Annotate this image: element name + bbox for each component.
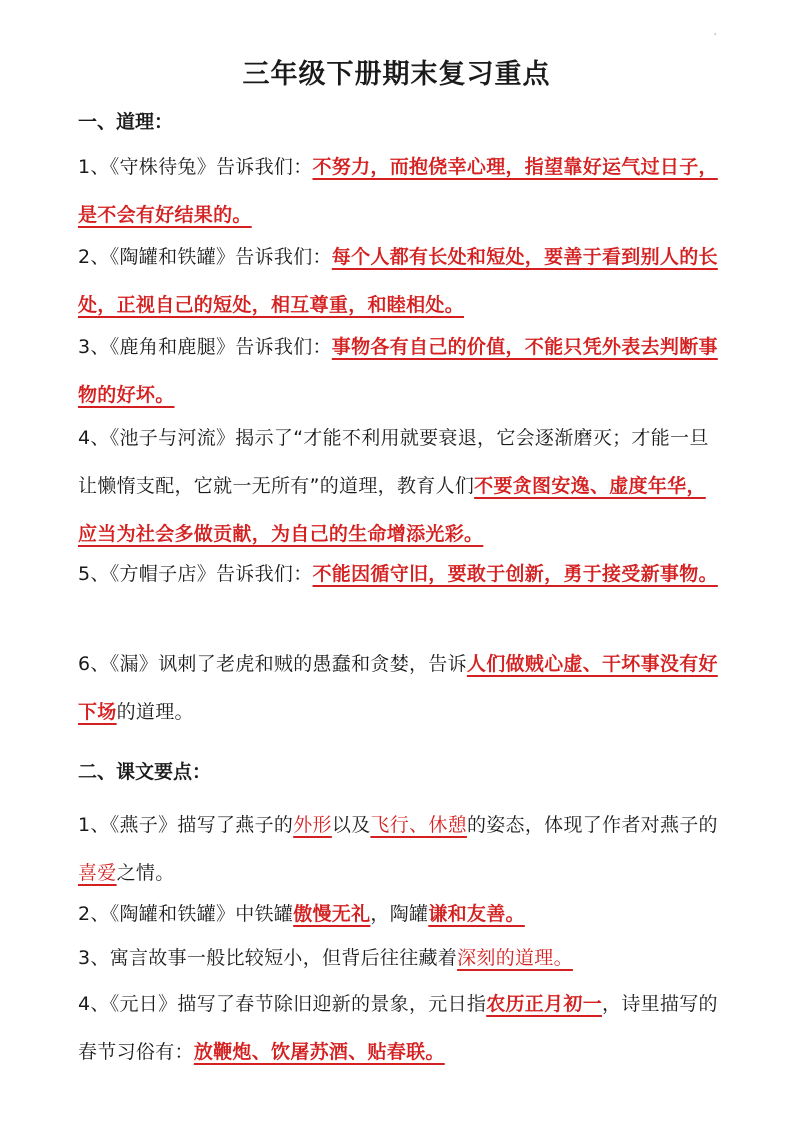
keypoint-item-4 (78, 980, 723, 1076)
item-prefix: 2、《陶罐和铁罐》告诉我们： (78, 246, 332, 268)
item-highlight: 人们做贼心虚、干坏事没有好下场 (78, 653, 718, 723)
text: 3、寓言故事一般比较短小，但背后往往藏着 (78, 947, 458, 969)
item-prefix: 6、《漏》讽刺了老虎和贼的愚蠢和贪婪，告诉 (78, 653, 467, 675)
text: ，诗里描写的春节习俗有： (78, 993, 718, 1063)
highlight: 飞行、休憩 (370, 814, 467, 836)
principle-item-5 (78, 550, 723, 598)
text: ，陶罐 (370, 903, 429, 925)
item-highlight: 不要贪图安逸、虚度年华，应当为社会多做贡献，为自己的生命增添光彩。 (78, 475, 706, 545)
section-heading-key-points: 二、课文要点： (78, 761, 212, 783)
item-suffix: 的道理。 (116, 701, 194, 723)
section-heading-principles: 一、道理： (78, 111, 174, 133)
keypoint-item-2 (78, 890, 723, 938)
item-prefix: 5、《方帽子店》告诉我们： (78, 563, 313, 585)
keypoint-item-1 (78, 801, 723, 897)
highlight: 谦和友善。 (428, 903, 525, 925)
highlight: 喜爱 (78, 862, 117, 884)
highlight: 农历正月初一 (486, 993, 603, 1015)
principle-item-2 (78, 233, 723, 329)
principle-item-1 (78, 143, 723, 239)
item-highlight: 不能因循守旧，要敢于创新，勇于接受新事物。 (312, 563, 718, 585)
item-prefix: 1、《守株待兔》告诉我们： (78, 156, 313, 178)
text: 4、《元日》描写了春节除旧迎新的景象，元日指 (78, 993, 487, 1015)
item-prefix: 4、《池子与河流》揭示了“才能不利用就要衰退，它会逐渐磨灭；才能一旦让懒惰支配，它就一无所有”的道理，教育人们 (78, 427, 709, 497)
corner-mark: ' (714, 32, 717, 41)
principle-item-3 (78, 323, 723, 419)
principle-item-6 (78, 640, 723, 736)
item-highlight: 事物各有自己的价值，不能只凭外表去判断事物的好坏。 (78, 336, 718, 406)
item-highlight: 不努力，而抱侥幸心理，指望靠好运气过日子，是不会有好结果的。 (78, 156, 718, 226)
highlight: 放鞭炮、饮屠苏酒、贴春联。 (193, 1041, 445, 1063)
text: 以及 (331, 814, 371, 836)
item-highlight: 每个人都有长处和短处，要善于看到别人的长处，正视自己的短处，相互尊重，和睦相处。 (78, 246, 718, 316)
highlight: 外形 (293, 814, 332, 836)
principle-item-4 (78, 414, 723, 558)
text: 2、《陶罐和铁罐》中铁罐 (78, 903, 294, 925)
text: 的姿态，体现了作者对燕子的 (466, 814, 718, 836)
keypoint-item-3 (78, 934, 723, 982)
highlight: 傲慢无礼 (293, 903, 371, 925)
page-title: 三年级下册期末复习重点 (242, 59, 551, 90)
text: 1、《燕子》描写了燕子的 (78, 814, 294, 836)
text: 之情。 (116, 862, 175, 884)
item-prefix: 3、《鹿角和鹿腿》告诉我们： (78, 336, 332, 358)
highlight: 深刻的道理。 (457, 947, 573, 969)
